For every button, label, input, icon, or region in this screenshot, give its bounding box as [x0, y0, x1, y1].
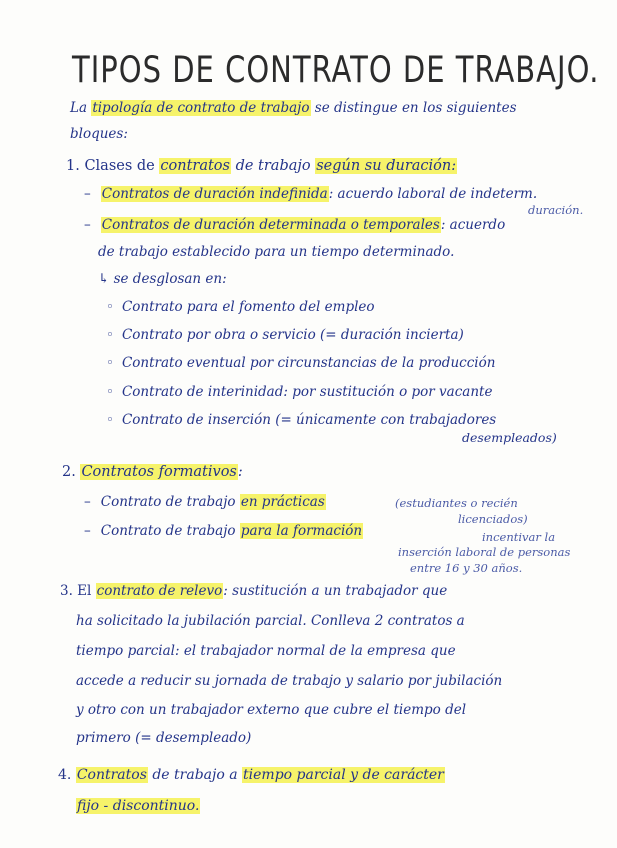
s2-item2-note-2: inserción laboral de personas [398, 545, 571, 559]
intro-line-2: bloques: [70, 126, 128, 142]
s2-heading-pre: 2. [62, 464, 76, 480]
section-3-line-2: ha solicitado la jubilación parcial. Conlleva 2 contratos a [76, 613, 465, 629]
s2-item2-note-3: entre 16 y 30 años. [410, 561, 523, 575]
s4-highlight-2: tiempo parcial y de carácter [243, 767, 444, 783]
s1-heading-hl1: contratos [160, 158, 230, 174]
s4-pre: 4. [58, 767, 72, 783]
section-1-heading [66, 158, 457, 174]
s4-mid: de trabajo a [152, 767, 238, 783]
intro-line-1 [70, 100, 517, 116]
s1-bullet-1: ◦ Contrato para el fomento del empleo [106, 299, 375, 315]
s1-bullet-2: ◦ Contrato por obra o servicio (= duración incierta) [106, 327, 464, 343]
intro-post: se distingue en los siguientes [314, 100, 517, 116]
s1-heading-pre: 1. Clases de [66, 158, 155, 174]
s1-bullet-3: ◦ Contrato eventual por circunstancias de la producción [106, 355, 496, 371]
s1-heading-mid: de trabajo [235, 158, 311, 174]
section-3-line-6: primero (= desempleado) [76, 730, 252, 746]
s4-highlight-1: Contratos [76, 767, 147, 783]
s3-pre: 3. El [60, 583, 92, 599]
section-4-line-1 [58, 767, 445, 783]
s3-post: : sustitución a un trabajador que [223, 583, 448, 599]
s2-item2-pre: Contrato de trabajo [100, 523, 236, 539]
s1-bullet-5: ◦ Contrato de inserción (= únicamente con trabajadores [106, 412, 497, 428]
section-2-heading [62, 464, 243, 480]
s3-highlight: contrato de relevo [96, 583, 223, 599]
s2-item1-pre: Contrato de trabajo [100, 494, 236, 510]
s4-highlight-3: fijo - discontinuo. [77, 798, 200, 814]
section-3-line-5: y otro con un trabajador externo que cubre el tiempo del [76, 702, 467, 718]
page-title: TIPOS DE CONTRATO DE TRABAJO. [72, 48, 600, 91]
s1-item1-note: duración. [528, 203, 584, 217]
intro-highlight: tipología de contrato de trabajo [92, 100, 310, 116]
intro-pre: La [70, 100, 88, 116]
s1-item2-line2: de trabajo establecido para un tiempo determinado. [98, 244, 455, 260]
section-3-line-3: tiempo parcial: el trabajador normal de la empresa que [76, 643, 456, 659]
s1-bullet-5-line2: desempleados) [462, 430, 557, 445]
s1-item2-highlight: Contratos de duración determinada o temporales [101, 217, 440, 233]
s1-bullet-4: ◦ Contrato de interinidad: por sustitución o por vacante [106, 384, 493, 400]
s1-arrow-line: ↳ se desglosan en: [98, 271, 227, 287]
s2-item1-note-1: (estudiantes o recién [395, 496, 518, 510]
section-4-line-2 [76, 798, 200, 814]
s1-item2-post: : acuerdo [440, 217, 506, 233]
s2-item-1: – Contrato de trabajo en prácticas [84, 494, 325, 510]
s2-item1-note-2: licenciados) [458, 512, 528, 526]
s1-item-1: – Contratos de duración indefinida: acuerdo laboral de indeterm. [84, 186, 538, 202]
s1-heading-hl2: según su duración: [316, 158, 457, 174]
s1-item1-post: : acuerdo laboral de indeterm. [328, 186, 538, 202]
s2-item2-note-1: incentivar la [482, 530, 556, 544]
section-3-line-1 [60, 583, 447, 599]
s2-heading-highlight: Contratos formativos [81, 464, 237, 480]
section-3-line-4: accede a reducir su jornada de trabajo y salario por jubilación [76, 673, 503, 689]
s2-item-2: – Contrato de trabajo para la formación [84, 523, 363, 539]
s2-heading-post: : [237, 464, 243, 480]
s1-item-2: – Contratos de duración determinada o temporales: acuerdo [84, 217, 506, 233]
s1-item1-highlight: Contratos de duración indefinida [101, 186, 328, 202]
s2-item2-highlight: para la formación [240, 523, 363, 539]
s2-item1-highlight: en prácticas [240, 494, 325, 510]
